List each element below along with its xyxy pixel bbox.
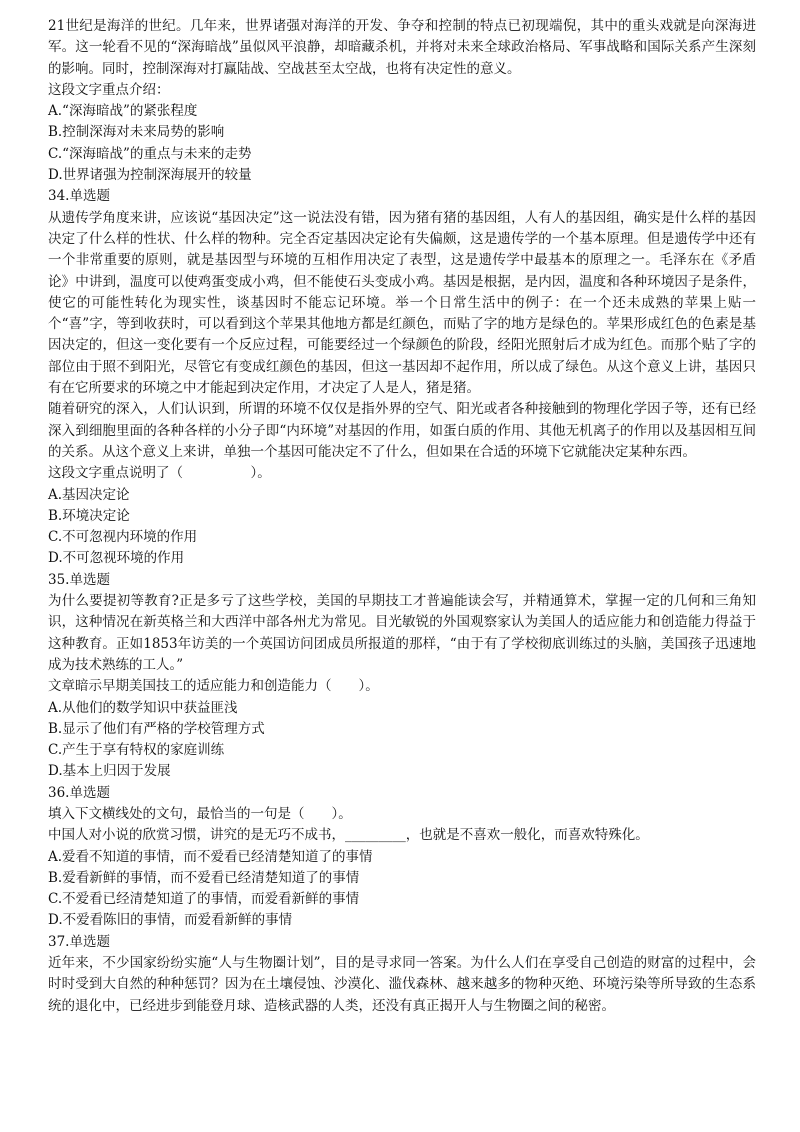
q33-option-b[interactable]: B.控制深海对未来局势的影响: [48, 124, 225, 141]
q33-stem: 这段文字重点介绍：: [48, 81, 170, 98]
q35-option-d[interactable]: D.基本上归因于发展: [48, 763, 171, 780]
question-36: [48, 783, 756, 932]
q34-option-b[interactable]: B.环境决定论: [48, 507, 130, 524]
q34-option-c[interactable]: C.不可忽视内环境的作用: [48, 529, 198, 546]
q34-stem: 这段文字重点说明了（ ）。: [48, 465, 271, 482]
q36-option-a[interactable]: A.爱看不知道的事情，而不爱看已经清楚知道了的事情: [48, 848, 373, 865]
q34-passage-1: 从遗传学角度来讲，应该说“基因决定”这一说法没有错，因为猪有猪的基因组，人有人的基因组，确实是什么样的基因决定了什么样的性状、什么样的物种。完全否定基因决定论有失偏颇，这是遗传学的一个基本原理。但是遗传学中还有一个非常重要的原则，就是基因型与环境的互相作用决定了表型，这是遗传学中最基本的原理之一。毛泽东在《矛盾论》中讲到，温度可以使鸡蛋变成小鸡，但不能使石头变成小鸡。基因是根据，是内因，温度和各种环境因子是条件，使它的可能性转化为现实性，谈基因时不能忘记环境。举一个日常生活中的例子：在一个还未成熟的苹果上贴一个“喜”字，等到收获时，可以看到这个苹果其他地方都是红颜色，而贴了字的地方是绿色的。苹果形成红色的色素是基因决定的，但这一变化要有一个反应过程，可能要经过一个绿颜色的阶段，经阳光照射后才成为红色。而那个贴了字的部位由于照不到阳光，尽管它有变成红颜色的基因，但这一基因却不起作用，所以成了绿色。从这个意义上讲，基因只有在它所要求的环境之中才能起到决定作用，才决定了人是人，猪是猪。: [48, 209, 756, 397]
q34-option-d[interactable]: D.不可忽视环境的作用: [48, 550, 185, 567]
q37-header: 37.单选题: [48, 933, 110, 950]
q34-passage-2: 随着研究的深入，人们认识到，所谓的环境不仅仅是指外界的空气、阳光或者各种接触到的物理化学因子等，还有已经深入到细胞里面的各种各样的小分子即“内环境”对基因的作用，如蛋白质的作用、其他无机离子的作用以及基因相互间的关系。从这个意义上来讲，单独一个基因可能决定不了什么，但如果在合适的环境下它就能决定某种东西。: [48, 401, 756, 460]
q33-passage: 21世纪是海洋的世纪。几年来，世界诸强对海洋的开发、争夺和控制的特点已初现端倪，其中的重头戏就是向深海进军。这一轮看不见的“深海暗战”虽似风平浪静，却暗藏杀机，并将对未来全球政治格局、军事战略和国际关系产生深刻的影响。同时，控制深海对打赢陆战、空战甚至太空战，也将有决定性的意义。: [48, 18, 756, 77]
q36-stem: 填入下文横线处的文句，最恰当的一句是（ ）。: [48, 805, 352, 822]
q36-header: 36.单选题: [48, 784, 110, 801]
q35-header: 35.单选题: [48, 571, 110, 588]
q33-option-a[interactable]: A.“深海暗战”的紧张程度: [48, 103, 198, 120]
q36-option-d[interactable]: D.不爱看陈旧的事情，而爱看新鲜的事情: [48, 912, 293, 929]
question-34: [48, 186, 756, 569]
q35-stem: 文章暗示早期美国技工的适应能力和创造能力（ ）。: [48, 678, 379, 695]
q33-option-c[interactable]: C.“深海暗战”的重点与未来的走势: [48, 145, 252, 162]
question-33: [48, 16, 756, 186]
q36-option-c[interactable]: C.不爱看已经清楚知道了的事情，而爱看新鲜的事情: [48, 891, 360, 908]
q33-option-d[interactable]: D.世界诸强为控制深海展开的较量: [48, 167, 252, 184]
exam-page: [48, 16, 756, 1017]
q36-option-b[interactable]: B.爱看新鲜的事情，而不爱看已经清楚知道了的事情: [48, 869, 360, 886]
question-37: [48, 932, 756, 1017]
q37-passage: 近年来，不少国家纷纷实施“人与生物圈计划”，目的是寻求同一答案。为什么人们在享受自己创造的财富的过程中，会时时受到大自然的种种惩罚？因为在土壤侵蚀、沙漠化、滥伐森林、越来越多的物种灭绝、环境污染等所导致的生态系统的退化中，已经进步到能登月球、造核武器的人类，还没有真正揭开人与生物圈之间的秘密。: [48, 955, 756, 1014]
question-35: [48, 570, 756, 783]
q35-passage: 为什么要提初等教育?正是多亏了这些学校，美国的早期技工才普遍能读会写，并精通算术，掌握一定的几何和三角知识，这种情况在新英格兰和大西洋中部各州尤为常见。目光敏锐的外国观察家认为美国人的适应能力和创造能力得益于这种教育。正如1853年访美的一个英国访问团成员所报道的那样，“由于有了学校彻底训练过的头脑，美国孩子迅速地成为技术熟练的工人。”: [48, 593, 756, 673]
q35-option-b[interactable]: B.显示了他们有严格的学校管理方式: [48, 720, 265, 737]
q35-option-a[interactable]: A.从他们的数学知识中获益匪浅: [48, 699, 238, 716]
q36-passage: 中国人对小说的欣赏习惯，讲究的是无巧不成书，_________，也就是不喜欢一般化，而喜欢特殊化。: [48, 827, 649, 844]
q34-header: 34.单选题: [48, 188, 110, 205]
q35-option-c[interactable]: C.产生于享有特权的家庭训练: [48, 742, 225, 759]
q34-option-a[interactable]: A.基因决定论: [48, 486, 130, 503]
